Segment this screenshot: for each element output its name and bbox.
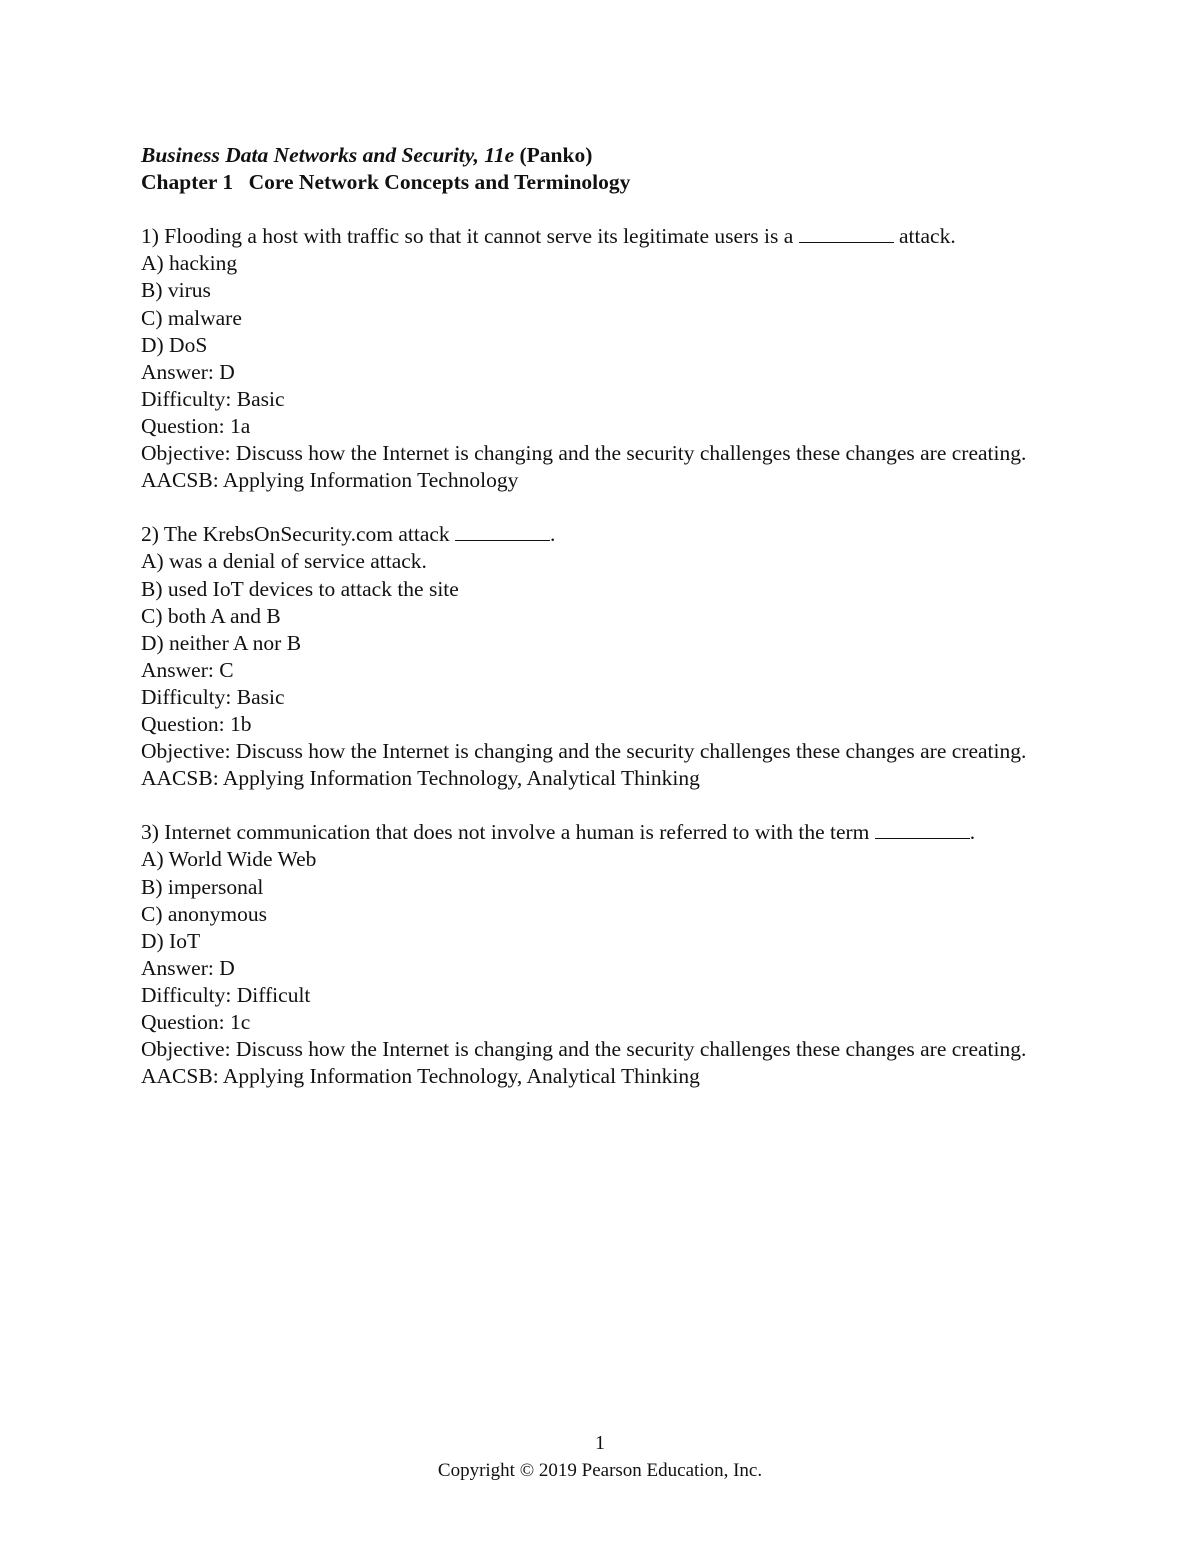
aacsb: AACSB: Applying Information Technology	[141, 468, 519, 493]
stem-text-end: .	[550, 522, 556, 547]
chapter-heading	[141, 169, 1061, 196]
option-d: D) neither A nor B	[141, 630, 302, 655]
spacer	[141, 196, 1061, 223]
question-block	[141, 521, 1061, 792]
option-a: A) hacking	[141, 251, 238, 276]
page-number: 1	[595, 1432, 605, 1454]
objective: Objective: Discuss how the Internet is changing and the security challenges these changes are creating.	[141, 1037, 1027, 1062]
fill-in-blank	[455, 521, 550, 541]
copyright-notice: Copyright © 2019 Pearson Education, Inc.	[437, 1460, 763, 1481]
answer: Answer: C	[141, 657, 234, 682]
question-id: Question: 1c	[141, 1010, 251, 1034]
question-stem	[141, 521, 1061, 548]
option-b: B) virus	[141, 278, 211, 303]
option-c: C) anonymous	[141, 901, 268, 926]
stem-text: 2) The KrebsOnSecurity.com attack	[141, 522, 450, 547]
fill-in-blank	[799, 223, 894, 243]
option-d: D) IoT	[141, 928, 201, 953]
page-content	[141, 142, 1061, 1090]
fill-in-blank	[875, 819, 970, 839]
question-stem	[141, 819, 1061, 846]
aacsb: AACSB: Applying Information Technology, Analytical Thinking	[141, 766, 700, 791]
question-block	[141, 223, 1061, 494]
question-stem	[141, 223, 1061, 250]
option-d: D) DoS	[141, 332, 208, 357]
answer: Answer: D	[141, 359, 235, 384]
aacsb: AACSB: Applying Information Technology, Analytical Thinking	[141, 1064, 700, 1089]
difficulty: Difficulty: Basic	[141, 386, 285, 411]
option-b: B) used IoT devices to attack the site	[141, 576, 459, 601]
book-title-line	[141, 142, 1061, 169]
option-a: A) World Wide Web	[141, 847, 317, 872]
answer: Answer: D	[141, 955, 235, 980]
book-author: (Panko)	[519, 143, 593, 167]
question-block	[141, 819, 1061, 1090]
objective: Objective: Discuss how the Internet is changing and the security challenges these changes are creating.	[141, 739, 1027, 764]
chapter-label: Chapter 1	[141, 170, 234, 195]
chapter-title: Core Network Concepts and Terminology	[248, 170, 631, 195]
stem-text-end: attack.	[899, 224, 956, 249]
difficulty: Difficulty: Difficult	[141, 982, 311, 1007]
option-a: A) was a denial of service attack.	[141, 549, 427, 574]
option-c: C) malware	[141, 305, 242, 330]
question-id: Question: 1a	[141, 413, 251, 438]
stem-text: 1) Flooding a host with traffic so that it cannot serve its legitimate users is a	[141, 224, 794, 249]
objective: Objective: Discuss how the Internet is changing and the security challenges these changes are creating.	[141, 441, 1027, 466]
difficulty: Difficulty: Basic	[141, 684, 285, 709]
stem-text: 3) Internet communication that does not involve a human is referred to with the term	[141, 820, 870, 845]
option-b: B) impersonal	[141, 874, 264, 899]
option-c: C) both A and B	[141, 603, 281, 628]
question-id: Question: 1b	[141, 711, 252, 736]
stem-text-end: .	[969, 820, 976, 845]
book-title: Business Data Networks and Security, 11e	[141, 143, 515, 167]
